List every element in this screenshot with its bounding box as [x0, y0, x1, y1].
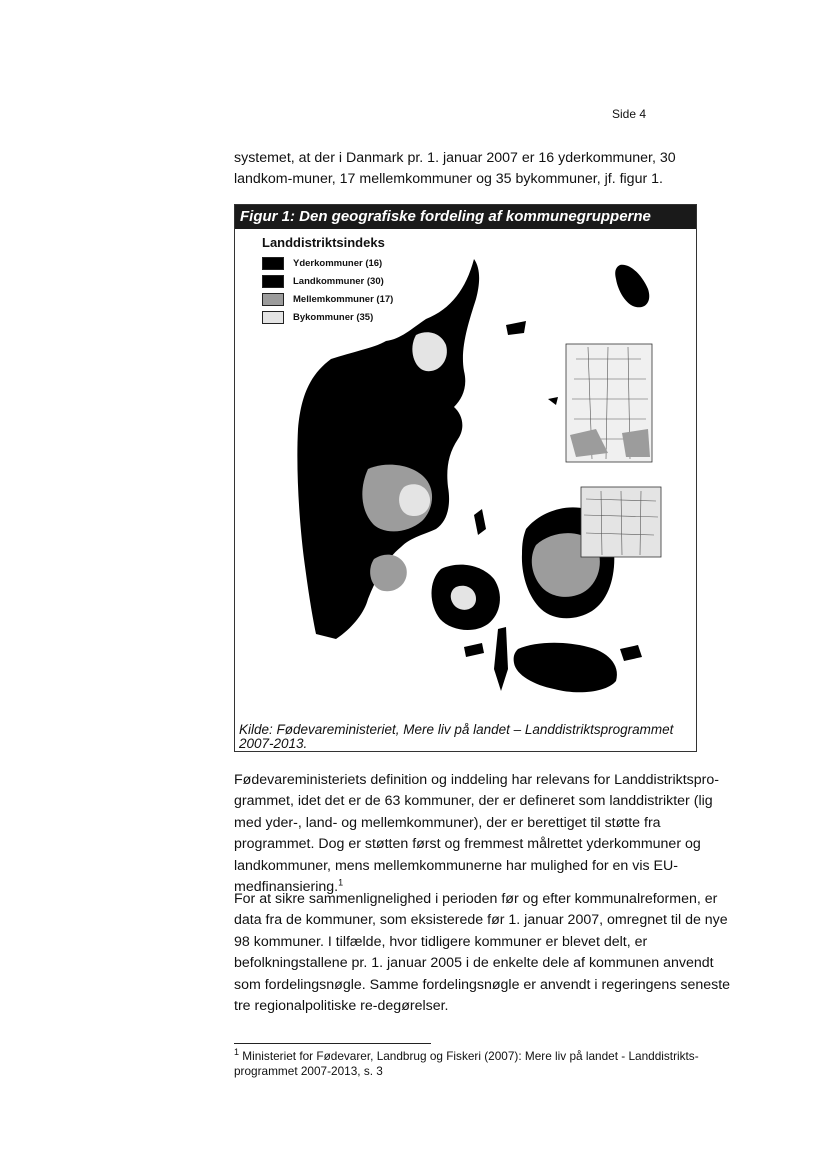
legend-swatch-mellemkommuner: [262, 293, 284, 306]
moen-island: [620, 645, 642, 661]
aero-island: [464, 643, 484, 657]
definition-text: Fødevareministeriets definition og inddeling har relevans for Landdistriktspro-grammet, idet det er de 63 kommuner, der er defineret som landdistrikter (lig med yder-, land- og mellemkommuner), der er berettiget til støtte fra programmet. Dog er støtten først og fremmest målrettet yderkommuner og landkommuner, mens mellemkommunerne har mulighed for en vis EU-medfinansiering.: [234, 772, 719, 896]
langeland-island: [494, 627, 508, 691]
legend-swatch-landkommuner: [262, 275, 284, 288]
footnote-text: Ministeriet for Fødevarer, Landbrug og Fiskeri (2007): Mere liv på landet - Landdistrikts-programmet 2007-2013, s. 3: [234, 1049, 699, 1078]
legend-item: [262, 254, 393, 272]
intro-paragraph: systemet, at der i Danmark pr. 1. januar 2007 er 16 yderkommuner, 30 landkom-muner, 17 mellemkommuner og 35 bykommuner, jf. figur 1.: [234, 150, 676, 188]
bornholm-island: [615, 265, 649, 308]
figure-source: Kilde: Fødevareministeriet, Mere liv på landet – Landdistriktsprogrammet 2007-2013.: [239, 722, 674, 751]
inset-aarhus-shade-2: [622, 429, 650, 457]
jutland-mid-area-south: [370, 555, 407, 592]
definition-paragraph: [234, 770, 734, 898]
lolland-falster-region: [514, 643, 617, 693]
legend-item: [262, 308, 393, 326]
legend-swatch-yderkommuner: [262, 257, 284, 270]
legend-item: [262, 290, 393, 308]
figure-title: Figur 1: Den geografiske fordeling af kommunegrupperne: [235, 205, 696, 229]
figure-1: [234, 204, 697, 752]
footnote-reference[interactable]: 1: [338, 877, 344, 888]
legend-label: Yderkommuner (16): [293, 257, 383, 269]
samsoe-island: [474, 509, 486, 535]
laeso-island: [506, 321, 526, 335]
anholt-island: [548, 397, 558, 405]
page-number: Side 4: [612, 107, 647, 121]
legend-label: Bykommuner (35): [293, 311, 374, 323]
legend-swatch-bykommuner: [262, 311, 284, 324]
footnote-divider: [234, 1043, 431, 1044]
map-legend: [262, 235, 393, 326]
comparability-paragraph: For at sikre sammenlignelighed i perioden før og efter kommunalreformen, er data fra de kommuner, som eksisterede før 1. januar 2007, omregnet til de nye 98 kommuner. I tilfælde, hvor tidligere kommuner er blevet delt, er befolkningstallene pr. 1. januar 2005 i de enkelte dele af kommunen anvendt som fordelingsnøgle. Samme fordelingsnøgle er anvendt i regeringens seneste tre regionalpolitiske re-degørelser.: [234, 891, 731, 1015]
footnote-number: 1: [234, 1047, 240, 1058]
legend-title: Landdistriktsindeks: [262, 235, 385, 250]
footnote: [234, 1049, 734, 1078]
legend-item: [262, 272, 393, 290]
legend-label: Mellemkommuner (17): [293, 293, 394, 305]
legend-label: Landkommuner (30): [293, 275, 384, 287]
